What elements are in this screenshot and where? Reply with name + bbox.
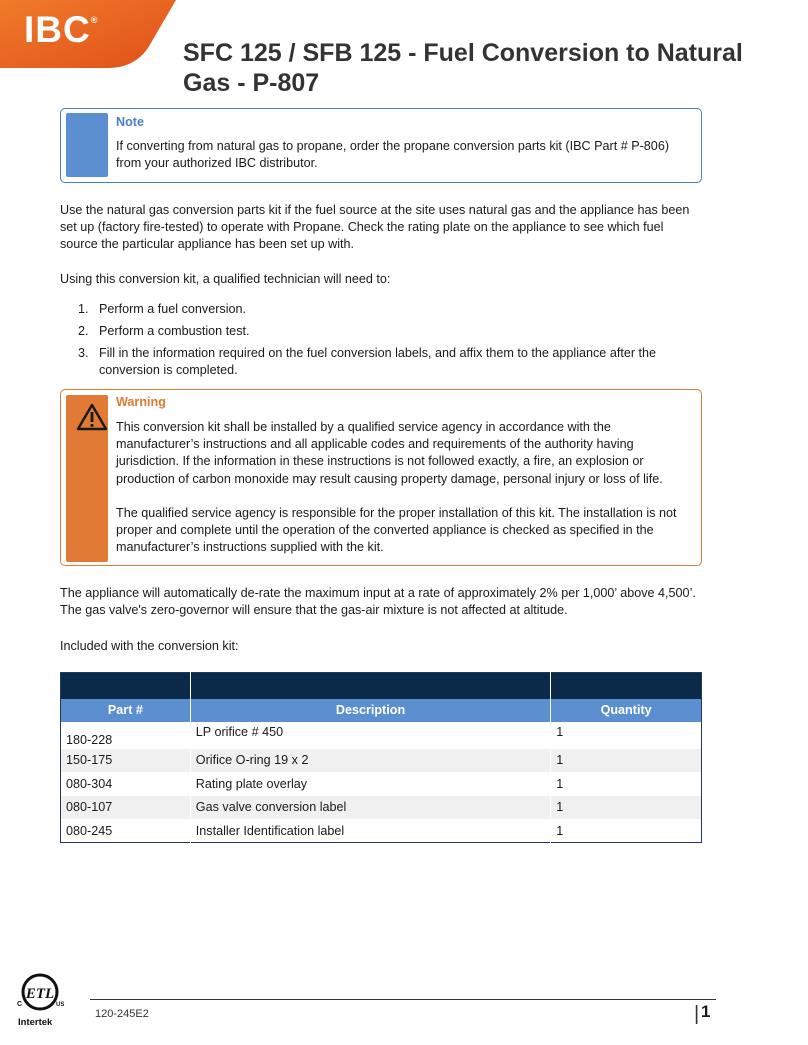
step-text: Fill in the information required on the fuel conversion labels, and affix them to the appliance after the conversion is completed. bbox=[99, 346, 657, 377]
cert-label: Intertek bbox=[18, 1017, 53, 1028]
warning-accent-bar bbox=[66, 395, 108, 562]
part-number-cell: 150-175 bbox=[61, 749, 191, 773]
warning-callout bbox=[60, 389, 702, 566]
quantity-cell: 1 bbox=[551, 749, 702, 773]
list-item bbox=[78, 323, 698, 340]
step-number: 2. bbox=[78, 324, 89, 338]
description-cell: LP orifice # 450 bbox=[190, 722, 550, 749]
table-row bbox=[61, 749, 702, 773]
header-quantity: Quantity bbox=[551, 699, 702, 722]
cert-mark-text: ETL bbox=[25, 986, 55, 1002]
step-text: Perform a fuel conversion. bbox=[99, 302, 246, 316]
brand-logo-tab bbox=[0, 0, 176, 72]
page-title: SFC 125 / SFB 125 - Fuel Conversion to Natural Gas - P-807 bbox=[183, 39, 743, 97]
description-cell: Gas valve conversion label bbox=[190, 796, 550, 820]
step-number: 3. bbox=[78, 346, 89, 360]
table-row bbox=[61, 722, 702, 749]
quantity-cell: 1 bbox=[551, 819, 702, 843]
warning-text-2: The qualified service agency is responsible for the proper installation of this kit. The installation is not proper and complete until the operation of the converted appliance is checked as specified in the manufacturer’s instructions supplied with the kit. bbox=[116, 506, 677, 555]
warning-triangle-icon bbox=[76, 403, 108, 431]
derate-paragraph: The appliance will automatically de-rate the maximum input at a rate of approximately 2% per 1,000’ above 4,500’. The gas valve's zero-governor will ensure that the gas-air mixture is not affected at altitude. bbox=[60, 586, 696, 617]
steps-list bbox=[78, 301, 698, 384]
warning-text-1: This conversion kit shall be installed by a qualified service agency in accordance with the manufacturer’s instructions and all applicable codes and requirements of the authority having jurisdiction. If the information in these instructions is not followed exactly, a fire, an explosion or production of carbon monoxide may result causing property damage, personal injury or loss of life. bbox=[116, 420, 663, 486]
note-text: If converting from natural gas to propane, order the propane conversion parts kit (IBC Part # P-806) from your authorized IBC distributor. bbox=[116, 139, 670, 170]
step-text: Perform a combustion test. bbox=[99, 324, 250, 338]
warning-title: Warning bbox=[116, 395, 166, 409]
quantity-cell: 1 bbox=[551, 796, 702, 820]
quantity-cell: 1 bbox=[551, 722, 702, 749]
included-label: Included with the conversion kit: bbox=[60, 639, 239, 653]
table-row bbox=[61, 772, 702, 796]
description-cell: Orifice O-ring 19 x 2 bbox=[190, 749, 550, 773]
page-separator: | bbox=[694, 1003, 700, 1025]
footer-divider bbox=[90, 999, 716, 1000]
header-description: Description bbox=[190, 699, 550, 722]
table-row bbox=[61, 819, 702, 843]
table-row bbox=[61, 796, 702, 820]
part-number-cell: 080-107 bbox=[61, 796, 191, 820]
note-callout bbox=[60, 108, 702, 183]
part-number-cell: 080-245 bbox=[61, 819, 191, 843]
list-item bbox=[78, 345, 698, 379]
quantity-cell: 1 bbox=[551, 772, 702, 796]
cert-c-text: C bbox=[17, 1001, 23, 1008]
intro-paragraph: Use the natural gas conversion parts kit if the fuel source at the site uses natural gas and the appliance has been set up (factory fire-tested) to operate with Propane. Check the rating plate on the appliance to see which fuel source the particular appliance has been set up with. bbox=[60, 203, 690, 251]
step-number: 1. bbox=[78, 302, 89, 316]
part-number-cell: 180-228 bbox=[61, 722, 191, 749]
table-header-row bbox=[61, 699, 702, 722]
page-number: 1 bbox=[701, 1002, 711, 1021]
part-number-cell: 080-304 bbox=[61, 772, 191, 796]
note-title: Note bbox=[116, 115, 144, 129]
header-part: Part # bbox=[61, 699, 191, 722]
table-banner-row bbox=[61, 673, 702, 699]
description-cell: Rating plate overlay bbox=[190, 772, 550, 796]
cert-us-text: US bbox=[56, 1002, 65, 1008]
lead-in-paragraph: Using this conversion kit, a qualified technician will need to: bbox=[60, 272, 391, 286]
document-number: 120-245E2 bbox=[95, 1008, 149, 1020]
list-item bbox=[78, 301, 698, 318]
brand-logo: IBC® bbox=[24, 9, 99, 50]
description-cell: Installer Identification label bbox=[190, 819, 550, 843]
parts-table bbox=[60, 672, 702, 843]
note-accent-bar bbox=[66, 113, 108, 177]
